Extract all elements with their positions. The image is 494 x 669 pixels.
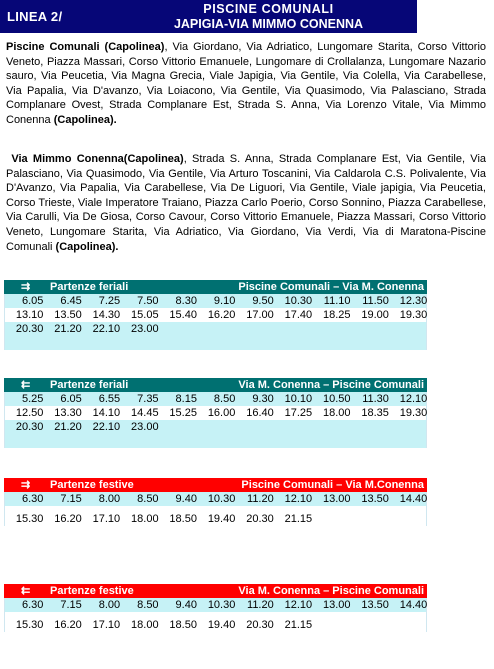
departure-time: 18.50: [169, 619, 197, 631]
departure-time: 8.50: [137, 493, 159, 505]
departure-row: [5, 420, 426, 434]
departure-time: 15.25: [169, 407, 197, 419]
departure-time: 7.35: [137, 393, 159, 405]
departure-time: 20.30: [15, 323, 44, 335]
departure-time: 23.00: [131, 323, 159, 335]
departure-time: 18.00: [131, 619, 159, 631]
service-label: Partenze festive: [50, 585, 134, 597]
departure-time: 16.00: [207, 407, 236, 419]
timetable-feriali-outbound: [4, 280, 427, 350]
departure-time: 19.40: [207, 619, 236, 631]
departure-time: 8.00: [98, 599, 121, 611]
route-return-start: Via Mimmo Conenna(Capolinea): [11, 153, 184, 165]
route-direction: Piscine Comunali – Via M. Conenna: [238, 281, 424, 293]
timetable-body: [4, 294, 427, 350]
departure-time: 6.45: [60, 295, 82, 307]
departure-time: 6.30: [21, 493, 44, 505]
route-return-end: (Capolinea).: [55, 240, 119, 253]
departure-time: 14.30: [92, 309, 121, 321]
departure-time: 16.20: [54, 619, 82, 631]
departure-time: 10.50: [322, 393, 351, 405]
timetable-festive-return: [4, 584, 427, 632]
departure-time: 13.50: [361, 599, 389, 611]
route-outbound: [6, 40, 486, 128]
departure-time: 16.20: [207, 309, 236, 321]
departure-time: 10.30: [207, 493, 236, 505]
departure-time: 21.15: [284, 513, 313, 525]
departure-time: 14.40: [399, 599, 428, 611]
route-return-streets: , Strada S. Anna, Strada Complanare Est, Via Gentile, Via Palasciano, Via Quasimodo, Via Gentile, Via Arturo Toscanini, Via Caldarola C.S. Polivalente, Via D'Avanzo, Via Papalia, Via Carabellese, Via De Liguori, Via Gentile, Viale japigia, Via Peucetia, Corso Trieste, Viale Imperatore Traiano, Piazza Carlo Poerio, Corso Sonnino, Piazza Carabellese, Via Carulli, Via De Giosa, Corso Cavour, Corso Vittorio Emanuele, Piazza Massari, Corso Vittorio Veneto, Lungomare Starita, Via Adriatico, Via Giordano, Via Verdi, Via di Maratona-Piscine Comunali: [6, 153, 487, 253]
empty-row: [5, 336, 426, 350]
departure-time: 12.10: [284, 493, 313, 505]
departure-time: 18.00: [322, 407, 351, 419]
departure-time: 19.30: [399, 407, 428, 419]
departure-time: 18.00: [131, 513, 159, 525]
departure-time: 11.20: [247, 599, 274, 611]
departure-time: 17.10: [92, 619, 121, 631]
departure-time: 7.50: [137, 295, 159, 307]
departure-time: 13.00: [322, 493, 351, 505]
departure-time: 13.50: [361, 493, 389, 505]
departure-time: 12.10: [399, 393, 428, 405]
departure-time: 6.30: [21, 599, 44, 611]
departure-time: 6.55: [98, 393, 121, 405]
departure-time: 21.20: [54, 323, 82, 335]
departure-time: 8.50: [213, 393, 236, 405]
departure-time: 21.15: [284, 619, 313, 631]
departure-time: 20.30: [15, 421, 44, 433]
route-direction: Via M. Conenna – Piscine Comunali: [238, 585, 424, 597]
departure-time: 7.25: [98, 295, 121, 307]
departure-time: 9.30: [252, 393, 274, 405]
departure-time: 12.30: [399, 295, 428, 307]
departure-row: [5, 618, 426, 632]
departure-time: 11.20: [247, 493, 274, 505]
route-return: [6, 152, 486, 254]
route-outbound-start: Piscine Comunali (Capolinea): [6, 41, 165, 53]
departure-time: 8.30: [175, 295, 197, 307]
timetable-header: [4, 478, 427, 492]
departure-time: 11.30: [362, 393, 389, 405]
departure-row: [5, 406, 426, 420]
timetable-body: [4, 598, 427, 632]
departure-time: 8.00: [98, 493, 121, 505]
departure-time: 22.10: [92, 323, 121, 335]
departure-time: 19.30: [399, 309, 428, 321]
line-title-2: JAPIGIA-VIA MIMMO CONENNA: [173, 17, 364, 31]
departure-time: 7.15: [60, 599, 82, 611]
departure-time: 21.20: [54, 421, 82, 433]
departure-row: [5, 512, 426, 526]
departure-time: 8.50: [137, 599, 159, 611]
direction-arrow-icon: ⇉: [21, 479, 31, 491]
departure-time: 12.10: [284, 599, 313, 611]
service-label: Partenze feriali: [50, 281, 129, 293]
route-direction: Piscine Comunali – Via M.Conenna: [241, 479, 424, 491]
departure-time: 9.50: [252, 295, 274, 307]
departure-time: 9.10: [213, 295, 236, 307]
departure-time: 8.15: [175, 393, 197, 405]
line-header: [0, 0, 417, 33]
departure-time: 19.40: [207, 513, 236, 525]
departure-time: 16.20: [54, 513, 82, 525]
route-outbound-end: (Capolinea).: [53, 113, 117, 126]
departure-time: 5.25: [21, 393, 44, 405]
timetable-body: [4, 492, 427, 526]
timetable-header: [4, 584, 427, 598]
line-title-1: PISCINE COMUNALI: [203, 2, 334, 16]
route-outbound-streets: , Via Giordano, Via Adriatico, Lungomare Starita, Corso Vittorio Veneto, Piazza Massari, Corso Vittorio Emanuele, Lungomare di Crollalanza, Lungomare Nazario sauro, Via Peucetia, Via Magna Grecia, Viale Japigia, Via Gentile, Via Colella, Via Carabellese, Via Papalia, Via D'avanzo, Via Loiacono, Via Gentile, Via Quasimodo, Via Palasciano, Strada Complanare Ovest, Strada Complanare Est, Strada S. Anna, Via Lorenzo Vitale, Via Mimmo Conenna: [6, 41, 487, 126]
timetable-header: [4, 378, 427, 392]
departure-time: 18.50: [169, 513, 197, 525]
departure-time: 12.50: [15, 407, 44, 419]
departure-row: [5, 294, 426, 308]
departure-time: 6.05: [21, 295, 44, 307]
timetable-header: [4, 280, 427, 294]
direction-arrow-icon: ⇇: [21, 379, 31, 391]
departure-time: 7.15: [60, 493, 82, 505]
line-number: LINEA 2/: [7, 9, 63, 24]
departure-time: 15.05: [131, 309, 159, 321]
route-direction: Via M. Conenna – Piscine Comunali: [238, 379, 424, 391]
departure-time: 18.25: [322, 309, 351, 321]
departure-row: [5, 598, 426, 612]
departure-row: [5, 308, 426, 322]
departure-time: 13.50: [54, 309, 82, 321]
departure-time: 11.10: [323, 295, 351, 307]
departure-row: [5, 322, 426, 336]
departure-time: 6.05: [60, 393, 82, 405]
departure-time: 9.40: [175, 493, 197, 505]
departure-time: 23.00: [131, 421, 159, 433]
departure-time: 17.10: [92, 513, 121, 525]
departure-time: 17.00: [246, 309, 274, 321]
departure-time: 14.10: [92, 407, 121, 419]
empty-row: [5, 434, 426, 448]
departure-time: 10.10: [284, 393, 313, 405]
departure-time: 13.30: [54, 407, 82, 419]
departure-time: 17.25: [284, 407, 313, 419]
departure-row: [5, 492, 426, 506]
departure-time: 20.30: [246, 619, 274, 631]
departure-time: 15.30: [15, 619, 44, 631]
departure-time: 20.30: [246, 513, 274, 525]
departure-time: 11.50: [362, 295, 389, 307]
direction-arrow-icon: ⇇: [21, 585, 31, 597]
departure-time: 13.10: [15, 309, 44, 321]
departure-time: 17.40: [284, 309, 313, 321]
direction-arrow-icon: ⇉: [21, 281, 31, 293]
departure-time: 14.45: [131, 407, 159, 419]
service-label: Partenze feriali: [50, 379, 129, 391]
departure-time: 10.30: [207, 599, 236, 611]
timetable-feriali-return: [4, 378, 427, 448]
timetable-body: [4, 392, 427, 448]
departure-time: 10.30: [284, 295, 313, 307]
departure-time: 15.40: [169, 309, 197, 321]
departure-time: 13.00: [322, 599, 351, 611]
departure-row: [5, 392, 426, 406]
departure-time: 9.40: [175, 599, 197, 611]
timetable-festive-outbound: [4, 478, 427, 526]
departure-time: 16.40: [246, 407, 274, 419]
departure-time: 18.35: [361, 407, 389, 419]
departure-time: 15.30: [15, 513, 44, 525]
departure-time: 19.00: [361, 309, 389, 321]
service-label: Partenze festive: [50, 479, 134, 491]
departure-time: 14.40: [399, 493, 428, 505]
departure-time: 22.10: [92, 421, 121, 433]
